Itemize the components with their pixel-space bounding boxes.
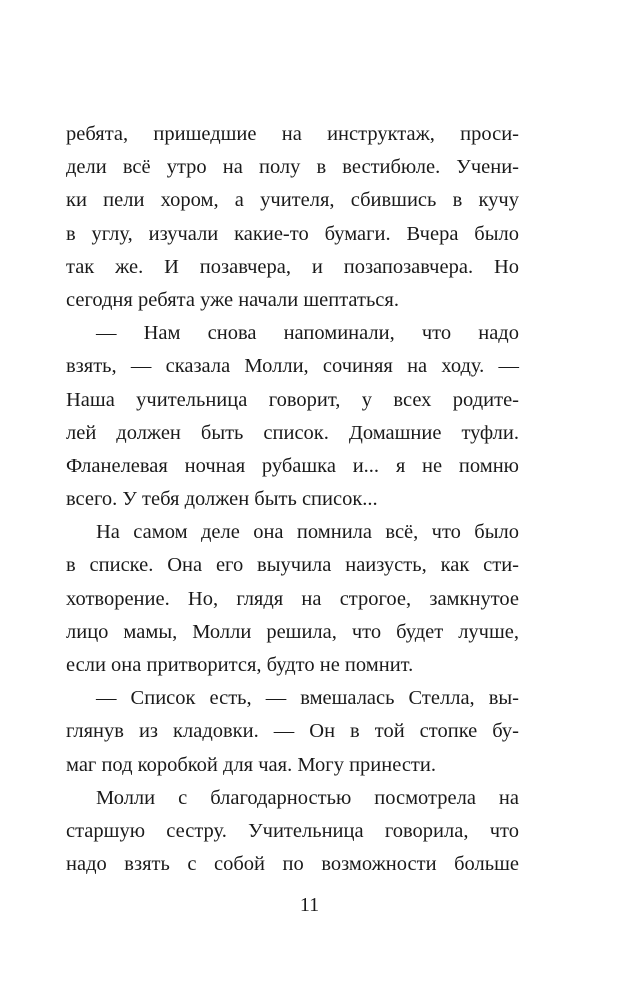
text-line: всего. У тебя должен быть список... bbox=[66, 488, 378, 511]
text-line: взять, — сказала Молли, сочиняя на ходу. — bbox=[66, 355, 519, 378]
text-line: — Нам снова напоминали, что надо bbox=[96, 322, 519, 345]
text-line: старшую сестру. Учительница говорила, что bbox=[66, 819, 519, 842]
text-line: если она притворится, будто не помнит. bbox=[66, 654, 414, 676]
text-line: так же. И позавчера, и позапозавчера. Но bbox=[66, 255, 519, 278]
paragraph-1 bbox=[66, 118, 519, 317]
text-line: в углу, изучали какие-то бумаги. Вчера было bbox=[66, 222, 519, 245]
text-line: надо взять с собой по возможности больше bbox=[66, 853, 519, 876]
text-line: маг под коробкой для чая. Могу принести. bbox=[66, 753, 436, 776]
text-line: Фланелевая ночная рубашка и... я не помню bbox=[66, 454, 519, 477]
paragraph-2 bbox=[66, 317, 519, 516]
text-line: Молли с благодарностью посмотрела на bbox=[96, 786, 519, 809]
text-line: На самом деле она помнила всё, что было bbox=[96, 521, 519, 544]
text-line: ребята, пришедшие на инструктаж, проси- bbox=[66, 123, 519, 145]
text-line: лицо мамы, Молли решила, что будет лучше, bbox=[66, 620, 519, 643]
page-number: 11 bbox=[299, 894, 320, 916]
text-line: дели всё утро на полу в вестибюле. Учени- bbox=[66, 156, 519, 179]
text-line: ки пели хором, а учителя, сбившись в кучу bbox=[66, 189, 519, 212]
paragraph-3 bbox=[66, 516, 519, 682]
text-line: — Список есть, — вмешалась Стелла, вы- bbox=[96, 687, 519, 710]
text-line: лей должен быть список. Домашние туфли. bbox=[66, 421, 519, 444]
text-line: сегодня ребята уже начали шептаться. bbox=[66, 288, 399, 311]
text-line: хотворение. Но, глядя на строгое, замкнутое bbox=[66, 587, 519, 610]
book-page-text bbox=[66, 118, 519, 881]
text-line: Наша учительница говорит, у всех родите- bbox=[66, 388, 519, 411]
text-line: глянув из кладовки. — Он в той стопке бу- bbox=[66, 720, 519, 743]
paragraph-5 bbox=[66, 782, 519, 882]
text-line: в списке. Она его выучила наизусть, как сти- bbox=[66, 554, 519, 577]
paragraph-4 bbox=[66, 682, 519, 782]
